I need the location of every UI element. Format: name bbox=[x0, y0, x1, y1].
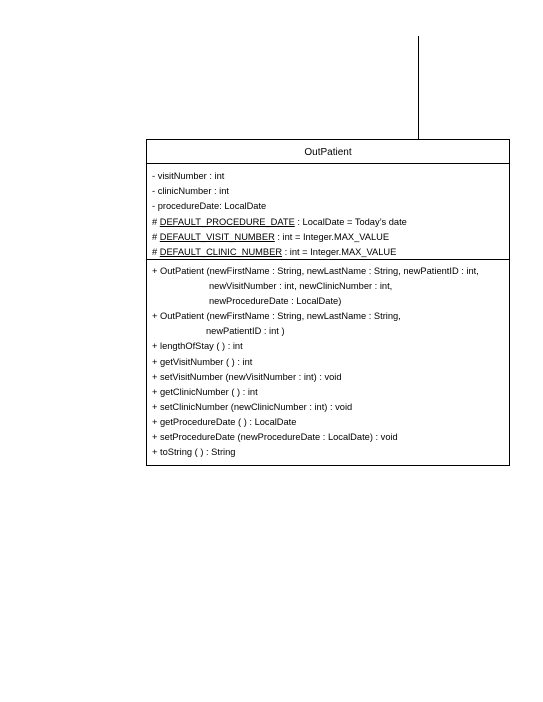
method-set-procedure-date: + setProcedureDate (newProcedureDate : LocalDate) : void bbox=[152, 432, 398, 443]
method-get-clinic-number: + getClinicNumber ( ) : int bbox=[152, 386, 258, 397]
attribute-clinic-number: - clinicNumber : int bbox=[152, 186, 229, 197]
method-to-string: + toString ( ) : String bbox=[152, 447, 236, 458]
uml-class-outpatient bbox=[146, 139, 510, 466]
method-constructor-short: + OutPatient (newFirstName : String, newLastName : String, bbox=[152, 311, 401, 322]
method-get-procedure-date: + getProcedureDate ( ) : LocalDate bbox=[152, 416, 297, 427]
attributes-compartment bbox=[147, 164, 509, 260]
association-line bbox=[418, 36, 419, 139]
method-get-visit-number: + getVisitNumber ( ) : int bbox=[152, 356, 253, 367]
method-constructor-short-cont: newPatientID : int ) bbox=[206, 326, 285, 337]
method-set-visit-number: + setVisitNumber (newVisitNumber : int) : void bbox=[152, 371, 342, 382]
method-length-of-stay: + lengthOfStay ( ) : int bbox=[152, 341, 243, 352]
methods-compartment bbox=[147, 260, 509, 460]
attribute-default-visit-number: # DEFAULT_VISIT_NUMBER : int = Integer.MAX_VALUE bbox=[152, 231, 390, 242]
attribute-default-clinic-number: # DEFAULT_CLINIC_NUMBER : int = Integer.MAX_VALUE bbox=[152, 246, 397, 257]
attribute-procedure-date: - procedureDate: LocalDate bbox=[152, 201, 267, 212]
attribute-visit-number: - visitNumber : int bbox=[152, 171, 225, 181]
method-constructor-full-cont: newProcedureDate : LocalDate) bbox=[209, 296, 342, 307]
method-constructor-full: + OutPatient (newFirstName : String, newLastName : String, newPatientID : int, bbox=[152, 266, 479, 276]
method-set-clinic-number: + setClinicNumber (newClinicNumber : int) : void bbox=[152, 401, 353, 412]
class-name-compartment bbox=[147, 140, 509, 164]
class-name: OutPatient bbox=[304, 146, 352, 158]
attribute-default-procedure-date: # DEFAULT_PROCEDURE_DATE : LocalDate = Today’s date bbox=[152, 216, 407, 227]
method-constructor-full-cont: newVisitNumber : int, newClinicNumber : int, bbox=[209, 281, 393, 292]
